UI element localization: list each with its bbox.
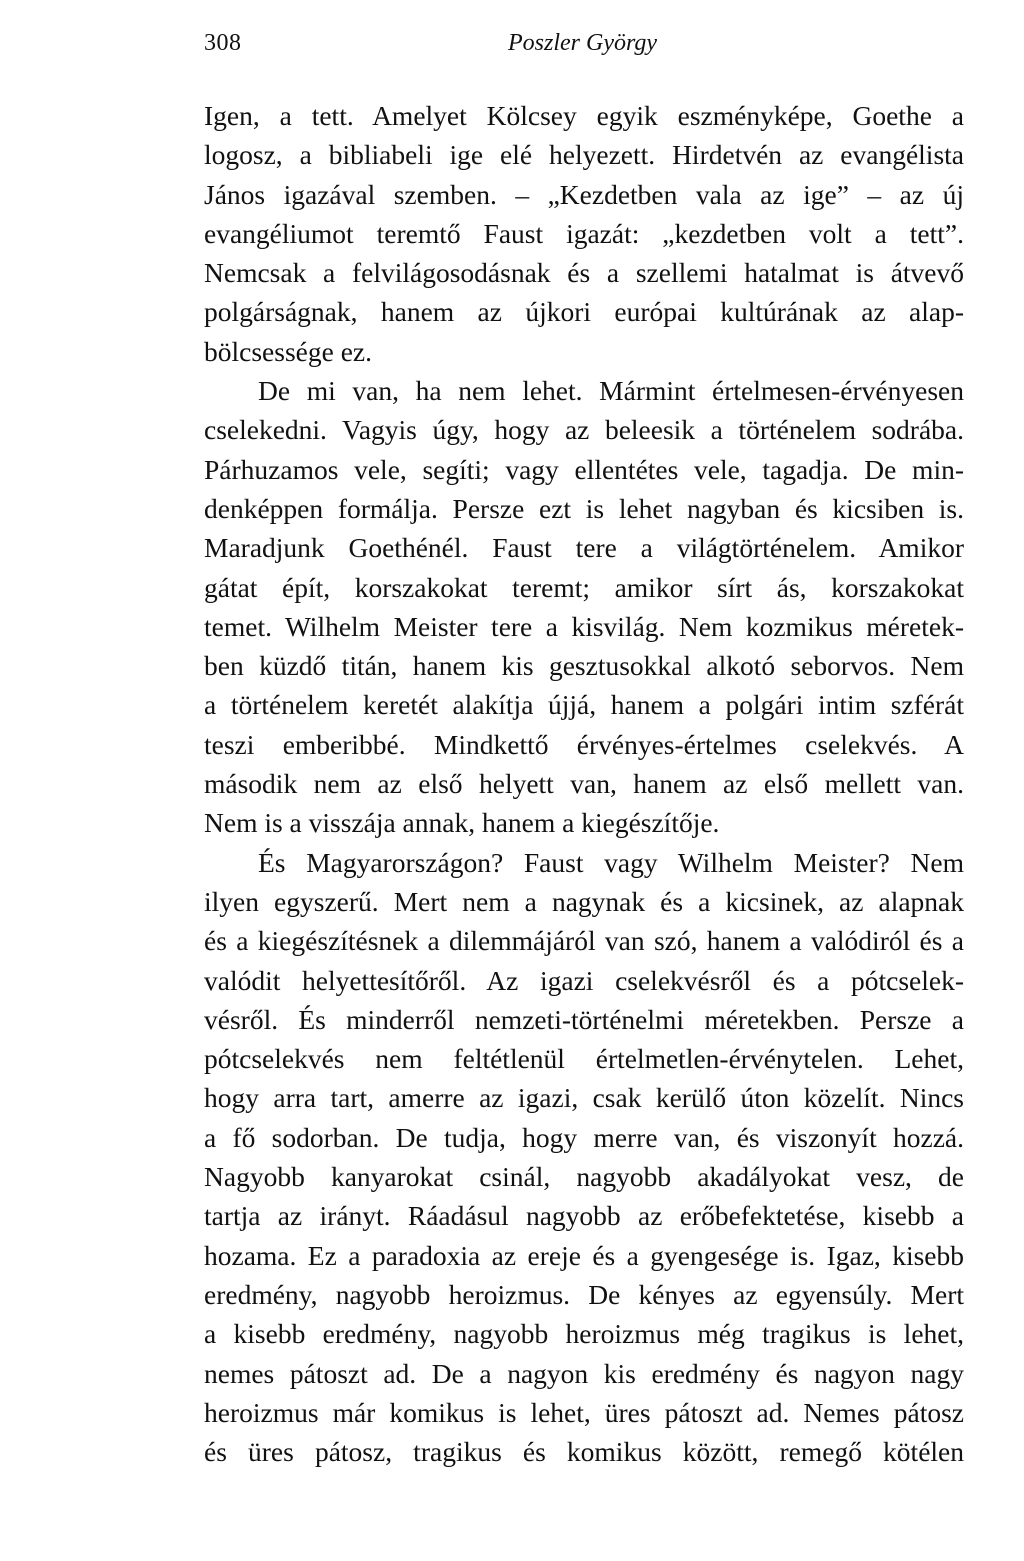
body-text	[204, 96, 964, 1471]
text-line: hozama. Ez a paradoxia az ereje és a gyengesége is. Igaz, kisebb	[204, 1239, 964, 1271]
text-line: ilyen egyszerű. Mert nem a nagynak és a kicsinek, az alapnak	[204, 885, 964, 917]
text-line: vésről. És minderről nemzeti-történelmi méretekben. Persze a	[204, 1003, 964, 1035]
text-line: János igazával szemben. – „Kezdetben vala az ige” – az új	[204, 178, 964, 210]
text-line: Maradjunk Goethénél. Faust tere a világtörténelem. Amikor	[204, 532, 964, 564]
page-number: 308	[204, 30, 242, 56]
text-line: Nemcsak a felvilágosodásnak és a szellemi hatalmat is átvevő	[204, 257, 964, 289]
text-line: És Magyarországon? Faust vagy Wilhelm Meister? Nem	[258, 846, 964, 878]
text-line: temet. Wilhelm Meister tere a kisvilág. Nem kozmikus méretek-	[204, 610, 964, 642]
text-line: ben küzdő titán, hanem kis gesztusokkal alkotó seborvos. Nem	[204, 650, 964, 682]
text-line: De mi van, ha nem lehet. Mármint értelmesen-érvényesen	[258, 375, 964, 407]
text-line: bölcsessége ez.	[204, 335, 372, 367]
text-line: Nagyobb kanyarokat csinál, nagyobb akadályokat vesz, de	[204, 1161, 964, 1193]
page-header	[204, 30, 964, 66]
text-line: nemes pátoszt ad. De a nagyon kis eredmény és nagyon nagy	[204, 1357, 964, 1389]
text-line: a fő sodorban. De tudja, hogy merre van, és viszonyít hozzá.	[204, 1121, 964, 1153]
paragraph	[204, 96, 964, 371]
paragraph	[204, 371, 964, 843]
text-line: evangéliumot teremtő Faust igazát: „kezdetben volt a tett”.	[204, 217, 964, 249]
text-line: és a kiegészítésnek a dilemmájáról van szó, hanem a valódiról és a	[204, 925, 964, 957]
text-line: eredmény, nagyobb heroizmus. De kényes az egyensúly. Mert	[204, 1278, 964, 1310]
text-line: denképpen formálja. Persze ezt is lehet nagyban és kicsiben is.	[204, 492, 964, 524]
running-head-author: Poszler György	[508, 30, 658, 56]
text-line: valódit helyettesítőről. Az igazi cselekvésről és a pótcselek-	[204, 964, 964, 996]
text-line: teszi emberibbé. Mindkettő érvényes-értelmes cselekvés. A	[204, 728, 964, 760]
text-line: heroizmus már komikus is lehet, üres pátoszt ad. Nemes pátosz	[204, 1396, 964, 1428]
text-line: logosz, a bibliabeli ige elé helyezett. Hirdetvén az evangélista	[204, 139, 964, 171]
text-line: tartja az irányt. Ráadásul nagyobb az erőbefektetése, kisebb a	[204, 1200, 964, 1232]
text-line: Nem is a visszája annak, hanem a kiegészítője.	[204, 807, 720, 839]
text-line: a történelem keretét alakítja újjá, hanem a polgári intim szférát	[204, 689, 964, 721]
text-line: polgárságnak, hanem az újkori európai kultúrának az alap-	[204, 296, 964, 328]
text-line: a kisebb eredmény, nagyobb heroizmus még tragikus is lehet,	[204, 1318, 964, 1350]
text-line: Igen, a tett. Amelyet Kölcsey egyik eszményképe, Goethe a	[204, 100, 964, 131]
text-line: hogy arra tart, amerre az igazi, csak kerülő úton közelít. Nincs	[204, 1082, 964, 1114]
text-line: és üres pátosz, tragikus és komikus között, remegő kötélen	[204, 1436, 964, 1468]
text-line: Párhuzamos vele, segíti; vagy ellentétes vele, tagadja. De min-	[204, 453, 964, 485]
text-line: cselekedni. Vagyis úgy, hogy az beleesik a történelem sodrába.	[204, 414, 964, 446]
paragraph	[204, 843, 964, 1472]
text-line: gátat épít, korszakokat teremt; amikor sírt ás, korszakokat	[204, 571, 964, 603]
text-line: második nem az első helyett van, hanem az első mellett van.	[204, 768, 964, 800]
text-line: pótcselekvés nem feltétlenül értelmetlen-érvénytelen. Lehet,	[204, 1043, 964, 1075]
